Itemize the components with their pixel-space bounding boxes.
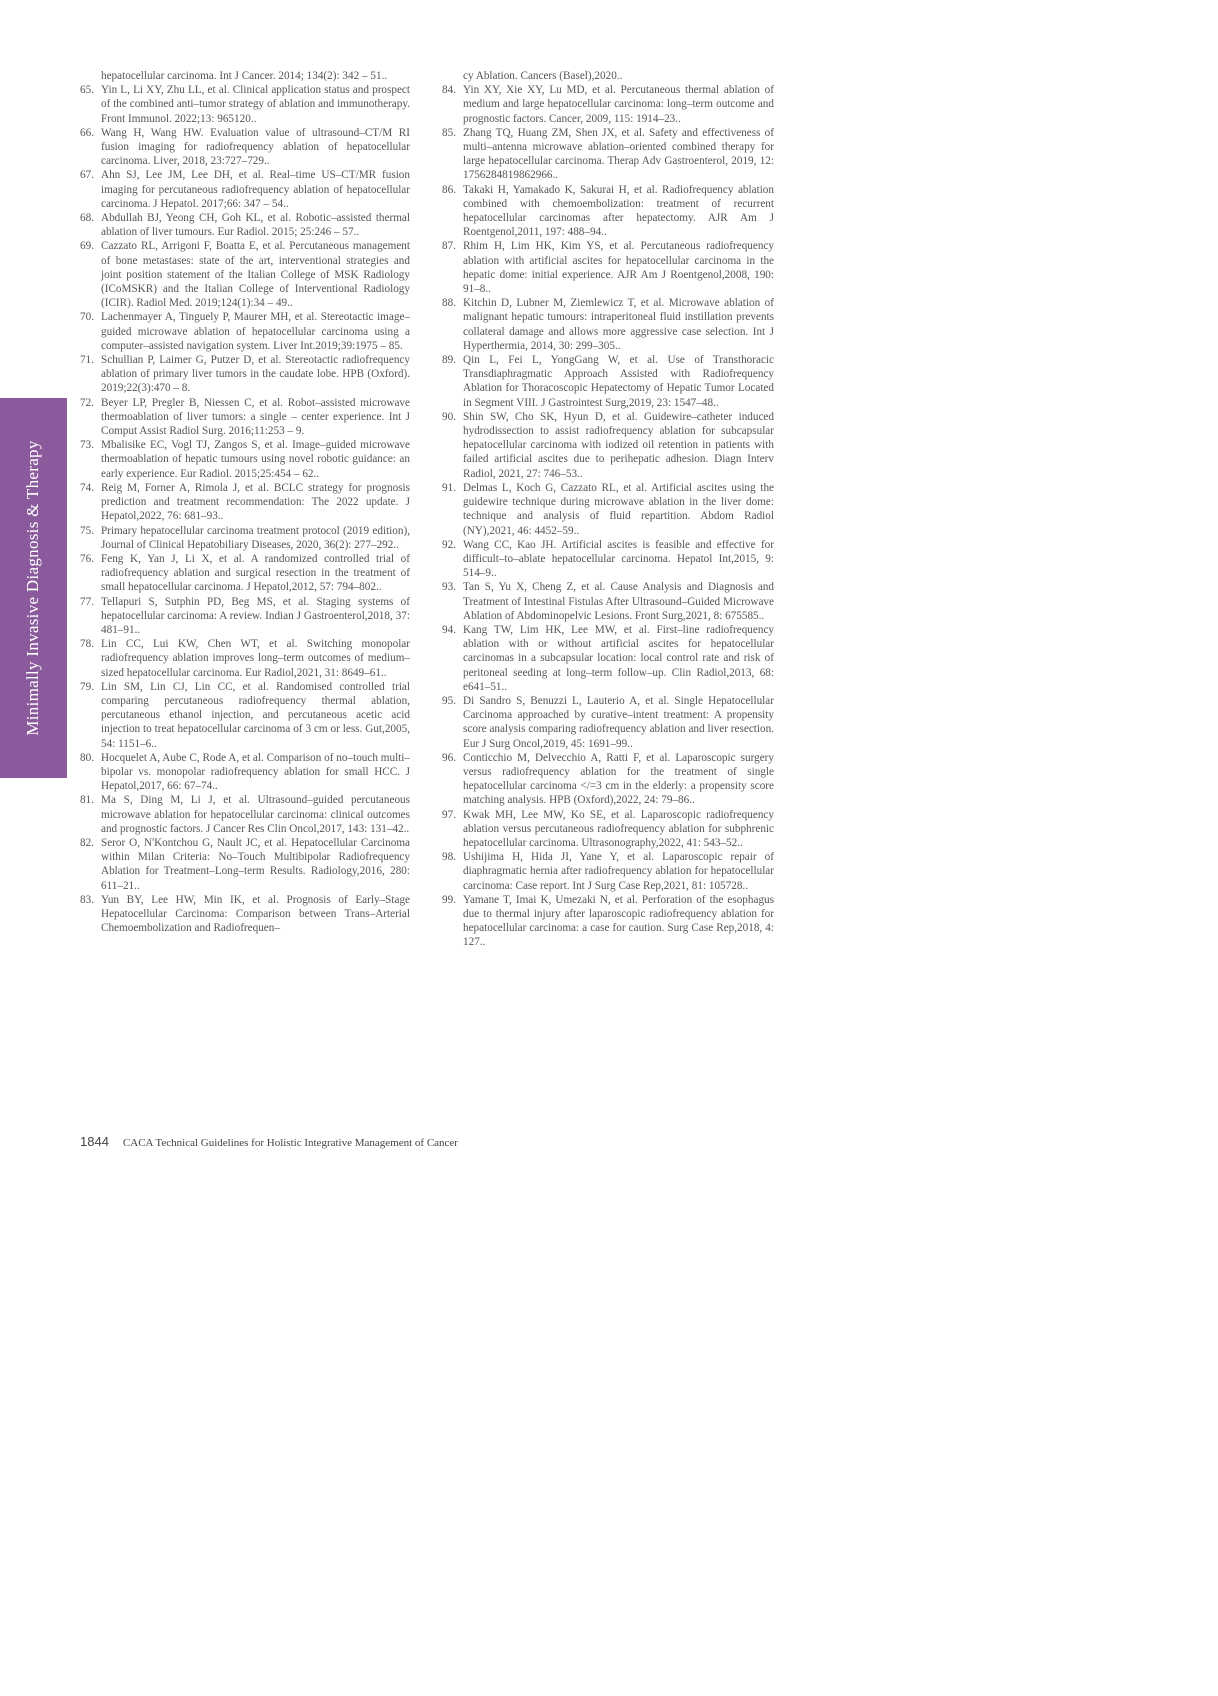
- reference-number: 78.: [80, 638, 94, 651]
- reference-text: Yamane T, Imai K, Umezaki N, et al. Perforation of the esophagus due to thermal injury after laparoscopic radiofrequency ablation for hepatocellular carcinoma: a case for caution. Surg Case Rep,2018, 4: 127..: [463, 893, 774, 949]
- reference-number: 99.: [442, 893, 456, 906]
- reference-text: Primary hepatocellular carcinoma treatment protocol (2019 edition), Journal of Clinical Hepatobiliary Diseases, 2020, 36(2): 277–292..: [101, 524, 410, 551]
- reference-item: [80, 353, 410, 396]
- reference-text: Zhang TQ, Huang ZM, Shen JX, et al. Safety and effectiveness of multi–antenna microwave ablation–oriented combined therapy for large hepatocellular carcinoma. Therap Adv Gastroenterol, 2019, 12: 1756284819862966..: [463, 126, 774, 182]
- reference-item: [442, 410, 774, 481]
- reference-number: 72.: [80, 396, 94, 409]
- reference-list-left: [80, 83, 410, 935]
- reference-number: 91.: [442, 481, 456, 494]
- reference-number: 73.: [80, 439, 94, 452]
- reference-number: 83.: [80, 893, 94, 906]
- reference-column-right: [442, 69, 774, 950]
- reference-item: [80, 126, 410, 169]
- reference-item: [442, 126, 774, 183]
- reference-item: [80, 836, 410, 893]
- reference-number: 66.: [80, 126, 94, 139]
- reference-number: 74.: [80, 481, 94, 494]
- reference-number: 93.: [442, 581, 456, 594]
- reference-number: 79.: [80, 680, 94, 693]
- reference-number: 75.: [80, 524, 94, 537]
- reference-item: [80, 595, 410, 638]
- reference-text: Takaki H, Yamakado K, Sakurai H, et al. Radiofrequency ablation combined with chemoembolization: treatment of recurrent hepatocellular carcinomas after hepatectomy. AJR Am J Roentgenol,2011, 197: 488–94..: [463, 183, 774, 239]
- reference-number: 65.: [80, 84, 94, 97]
- reference-number: 82.: [80, 836, 94, 849]
- reference-text: Delmas L, Koch G, Cazzato RL, et al. Artificial ascites using the guidewire technique during microwave ablation in the liver dome: technique and analysis of fluid repartition. Abdom Radiol (NY),2021, 46: 4452–59..: [463, 481, 774, 537]
- reference-number: 92.: [442, 538, 456, 551]
- reference-item: [80, 481, 410, 524]
- reference-item: [442, 694, 774, 751]
- reference-text: Hocquelet A, Aube C, Rode A, et al. Comparison of no–touch multi–bipolar vs. monopolar radiofrequency ablation for small HCC. J Hepatol,2017, 66: 67–74..: [101, 751, 410, 793]
- reference-item: [442, 538, 774, 581]
- reference-number: 89.: [442, 354, 456, 367]
- reference-item: [442, 580, 774, 623]
- reference-text: Lin SM, Lin CJ, Lin CC, et al. Randomised controlled trial comparing percutaneous radiofrequency thermal ablation, percutaneous ethanol injection, and percutaneous acetic acid injection to treat hepatocellular carcinoma of 3 cm or less. Gut,2005, 54: 1151–6..: [101, 680, 410, 750]
- reference-number: 87.: [442, 240, 456, 253]
- reference-text: Ma S, Ding M, Li J, et al. Ultrasound–guided percutaneous microwave ablation for hepatocellular carcinoma: clinical outcomes and prognostic factors. J Cancer Res Clin Oncol,2017, 143: 131–42..: [101, 794, 410, 835]
- reference-text: Conticchio M, Delvecchio A, Ratti F, et al. Laparoscopic surgery versus radiofrequency ablation for the treatment of single hepatocellular carcinoma </=3 cm in the elderly: a propensity score matching analysis. HPB (Oxford),2022, 24: 79–86..: [463, 751, 774, 807]
- reference-item: [80, 524, 410, 552]
- reference-text: Kitchin D, Lubner M, Ziemlewicz T, et al. Microwave ablation of malignant hepatic tumours: intraperitoneal fluid instillation prevents collateral damage and allows more aggressive case selection. Int J Hyperthermia, 2014, 30: 299–305..: [463, 297, 774, 352]
- reference-text: Kwak MH, Lee MW, Ko SE, et al. Laparoscopic radiofrequency ablation versus percutaneous radiofrequency ablation for subphrenic hepatocellular carcinoma. Ultrasonography,2022, 41: 543–52..: [463, 808, 774, 849]
- reference-text: Cazzato RL, Arrigoni F, Boatta E, et al. Percutaneous management of bone metastases: state of the art, interventional strategies and joint position statement of the Italian College of MSK Radiology (ICoMSKR) and the Italian College of Interventional Radiology (ICIR). Radiol Med. 2019;124(1):34 – 49..: [101, 240, 410, 310]
- reference-text: Reig M, Forner A, Rimola J, et al. BCLC strategy for prognosis prediction and treatment recommendation: The 2022 update. J Hepatol,2022, 76: 681–93..: [101, 481, 410, 523]
- reference-item: [442, 83, 774, 126]
- reference-text: Wang H, Wang HW. Evaluation value of ultrasound–CT/M RI fusion imaging for radiofrequency ablation of hepatocellular carcinoma. Liver, 2018, 23:727–729..: [101, 126, 410, 168]
- reference-number: 67.: [80, 169, 94, 182]
- reference-text: Feng K, Yan J, Li X, et al. A randomized controlled trial of radiofrequency ablation and surgical resection in the treatment of small hepatocellular carcinoma. J Hepatol,2012, 57: 794–802..: [101, 552, 410, 594]
- page-number: 1844: [80, 1134, 109, 1149]
- reference-continuation: hepatocellular carcinoma. Int J Cancer. 2014; 134(2): 342 – 51..: [101, 70, 388, 82]
- reference-item: [442, 850, 774, 893]
- reference-text: Seror O, N'Kontchou G, Nault JC, et al. Hepatocellular Carcinoma within Milan Criteria: No–Touch Multibipolar Radiofrequency Ablation for Treatment–Long–term Results. Radiology,2016, 280: 611–21..: [101, 836, 410, 892]
- reference-number: 96.: [442, 751, 456, 764]
- reference-text: Yin L, Li XY, Zhu LL, et al. Clinical application status and prospect of the combined anti–tumor strategy of ablation and immunotherapy. Front Immunol. 2022;13: 965120..: [101, 84, 410, 125]
- reference-number: 70.: [80, 311, 94, 324]
- reference-text: Lachenmayer A, Tinguely P, Maurer MH, et al. Stereotactic image–guided microwave ablation of hepatocellular carcinoma using a computer–assisted navigation system. Liver Int.2019;39:1975 – 85.: [101, 311, 410, 352]
- reference-text: Yun BY, Lee HW, Min IK, et al. Prognosis of Early–Stage Hepatocellular Carcinoma: Comparison between Trans–Arterial Chemoembolization and Radiofrequen–: [101, 893, 410, 935]
- reference-text: Shin SW, Cho SK, Hyun D, et al. Guidewire–catheter induced hydrodissection to assist radiofrequency ablation for subcapsular hepatocellular carcinoma with iodized oil retention in patients with failed artificial ascites due to perihepatic adhesion. Diagn Interv Radiol, 2021, 27: 746–53..: [463, 410, 774, 480]
- reference-text: Beyer LP, Pregler B, Niessen C, et al. Robot–assisted microwave thermoablation of liver tumors: a single – center experience. Int J Comput Assist Radiol Surg. 2016;11:253 – 9.: [101, 396, 410, 438]
- reference-text: Qin L, Fei L, YongGang W, et al. Use of Transthoracic Transdiaphragmatic Approach Assisted with Radiofrequency Ablation for Thoracoscopic Hepatectomy of Hepatic Tumor Located in Segment VIII. J Gastrointest Surg,2019, 23: 1547–48..: [463, 354, 774, 409]
- reference-number: 68.: [80, 212, 94, 225]
- reference-item: [80, 211, 410, 239]
- reference-number: 97.: [442, 808, 456, 821]
- reference-number: 69.: [80, 240, 94, 253]
- reference-item: [442, 296, 774, 353]
- reference-item: [442, 353, 774, 410]
- reference-number: 77.: [80, 595, 94, 608]
- reference-item: [80, 637, 410, 680]
- reference-item: [80, 680, 410, 751]
- reference-number: 80.: [80, 751, 94, 764]
- reference-number: 88.: [442, 297, 456, 310]
- reference-item: [442, 481, 774, 538]
- reference-text: Di Sandro S, Benuzzi L, Lauterio A, et al. Single Hepatocellular Carcinoma approached by curative–intent treatment: A propensity score analysis comparing radiofrequency ablation and liver resection. Eur J Surg Oncol,2019, 45: 1691–99..: [463, 694, 774, 750]
- reference-text: Mbalisike EC, Vogl TJ, Zangos S, et al. Image–guided microwave thermoablation of hepatic tumours using novel robotic guidance: an early experience. Eur Radiol. 2015;25:454 – 62..: [101, 439, 410, 480]
- reference-list-right: [442, 83, 774, 949]
- reference-number: 76.: [80, 552, 94, 565]
- reference-item: [80, 168, 410, 211]
- reference-item: [80, 793, 410, 836]
- reference-text: Yin XY, Xie XY, Lu MD, et al. Percutaneous thermal ablation of medium and large hepatocellular carcinoma: long–term outcome and prognostic factors. Cancer, 2009, 115: 1914–23..: [463, 84, 774, 125]
- reference-item: [442, 751, 774, 808]
- reference-item: [442, 239, 774, 296]
- reference-item: [442, 808, 774, 851]
- reference-text: Abdullah BJ, Yeong CH, Goh KL, et al. Robotic–assisted thermal ablation of liver tumours. Eur Radiol. 2015; 25:246 – 57..: [101, 212, 410, 239]
- reference-number: 94.: [442, 623, 456, 636]
- reference-number: 95.: [442, 694, 456, 707]
- reference-item: [80, 83, 410, 126]
- reference-column-left: [80, 69, 410, 935]
- reference-item: [80, 552, 410, 595]
- reference-number: 71.: [80, 354, 94, 367]
- reference-number: 85.: [442, 126, 456, 139]
- reference-text: Kang TW, Lim HK, Lee MW, et al. First–line radiofrequency ablation with or without artificial ascites for hepatocellular carcinomas in a subcapsular location: local control rate and risk of peritoneal seeding at long–term follow–up. Clin Radiol,2013, 68: e641–51..: [463, 623, 774, 693]
- reference-text: Ushijima H, Hida JI, Yane Y, et al. Laparoscopic repair of diaphragmatic hernia after radiofrequency ablation for hepatocellular carcinoma: Case report. Int J Surg Case Rep,2021, 81: 105728..: [463, 851, 774, 892]
- reference-item: [80, 396, 410, 439]
- reference-item: [80, 239, 410, 310]
- reference-item: [80, 751, 410, 794]
- reference-text: Rhim H, Lim HK, Kim YS, et al. Percutaneous radiofrequency ablation with artificial ascites for hepatocellular carcinoma in the hepatic dome: initial experience. AJR Am J Roentgenol,2008, 190: 91–8..: [463, 240, 774, 296]
- reference-text: Schullian P, Laimer G, Putzer D, et al. Stereotactic radiofrequency ablation of primary liver tumors in the caudate lobe. HPB (Oxford). 2019;22(3):470 – 8.: [101, 354, 410, 395]
- reference-text: Tan S, Yu X, Cheng Z, et al. Cause Analysis and Diagnosis and Treatment of Intestinal Fistulas After Ultrasound–Guided Microwave Ablation of Abdominopelvic Lesions. Front Surg,2021, 8: 675585..: [463, 581, 774, 622]
- reference-number: 90.: [442, 410, 456, 423]
- section-side-tab-label: Minimally Invasive Diagnosis & Therapy: [23, 440, 42, 736]
- reference-item: [80, 310, 410, 353]
- reference-text: Wang CC, Kao JH. Artificial ascites is feasible and effective for difficult–to–ablate hepatocellular carcinoma. Hepatol Int,2015, 9: 514–9..: [463, 538, 774, 580]
- reference-number: 98.: [442, 851, 456, 864]
- journal-title: CACA Technical Guidelines for Holistic Integrative Management of Cancer: [122, 1137, 458, 1149]
- reference-item: [80, 438, 410, 481]
- reference-continuation: cy Ablation. Cancers (Basel),2020..: [463, 70, 623, 82]
- reference-text: Ahn SJ, Lee JM, Lee DH, et al. Real–time US–CT/MR fusion imaging for percutaneous radiofrequency ablation of hepatocellular carcinoma. J Hepatol. 2017;66: 347 – 54..: [101, 169, 410, 210]
- reference-number: 81.: [80, 794, 94, 807]
- reference-item: [442, 893, 774, 950]
- reference-text: Lin CC, Lui KW, Chen WT, et al. Switching monopolar radiofrequency ablation improves long–term outcomes of medium–sized hepatocellular carcinoma. Eur Radiol,2021, 31: 8649–61..: [101, 638, 410, 679]
- reference-item: [80, 893, 410, 936]
- reference-number: 86.: [442, 183, 456, 196]
- reference-number: 84.: [442, 84, 456, 97]
- reference-item: [442, 183, 774, 240]
- reference-text: Tellapuri S, Sutphin PD, Beg MS, et al. Staging systems of hepatocellular carcinoma: A review. Indian J Gastroenterol,2018, 37: 481–91..: [101, 595, 410, 636]
- page-footer: [80, 1134, 458, 1149]
- reference-item: [442, 623, 774, 694]
